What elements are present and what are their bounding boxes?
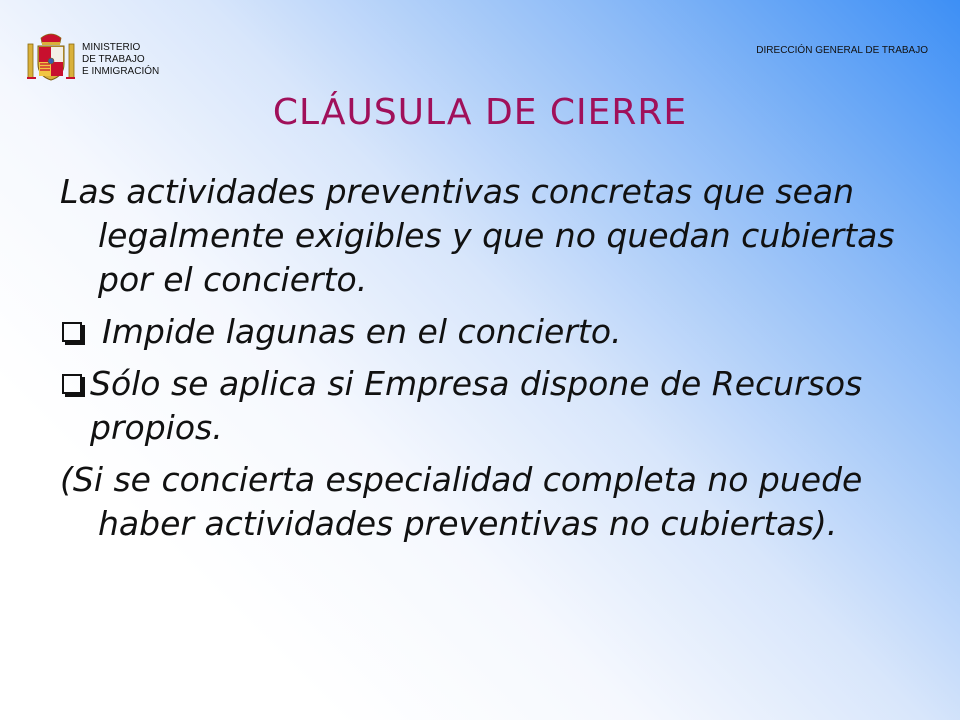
slide-title: CLÁUSULA DE CIERRE: [272, 92, 688, 133]
bullet-text: Sólo se aplica si Empresa dispone de Recursos propios.: [90, 364, 863, 447]
checkbox-bullet-icon: [62, 374, 82, 394]
checkbox-bullet-icon: [62, 322, 82, 342]
intro-paragraph: Las actividades preventivas concretas que sean legalmente exigibles y que no quedan cubiertas por el concierto.: [60, 172, 895, 299]
bullet-text: Impide lagunas en el concierto.: [102, 312, 622, 351]
ministry-name: [82, 42, 159, 78]
slide-body: [60, 170, 910, 546]
bullet-item: [60, 310, 910, 354]
direction-label: DIRECCIÓN GENERAL DE TRABAJO: [756, 45, 928, 56]
ministry-line-1: MINISTERIO: [82, 42, 141, 53]
note-paragraph: (Si se concierta especialidad completa no puede haber actividades preventivas no cubiertas).: [60, 460, 863, 543]
ministry-line-3: E INMIGRACIÓN: [82, 66, 160, 77]
ministry-line-2: DE TRABAJO: [82, 54, 145, 65]
bullet-item: [60, 362, 910, 450]
coat-of-arms-icon: [26, 30, 76, 86]
